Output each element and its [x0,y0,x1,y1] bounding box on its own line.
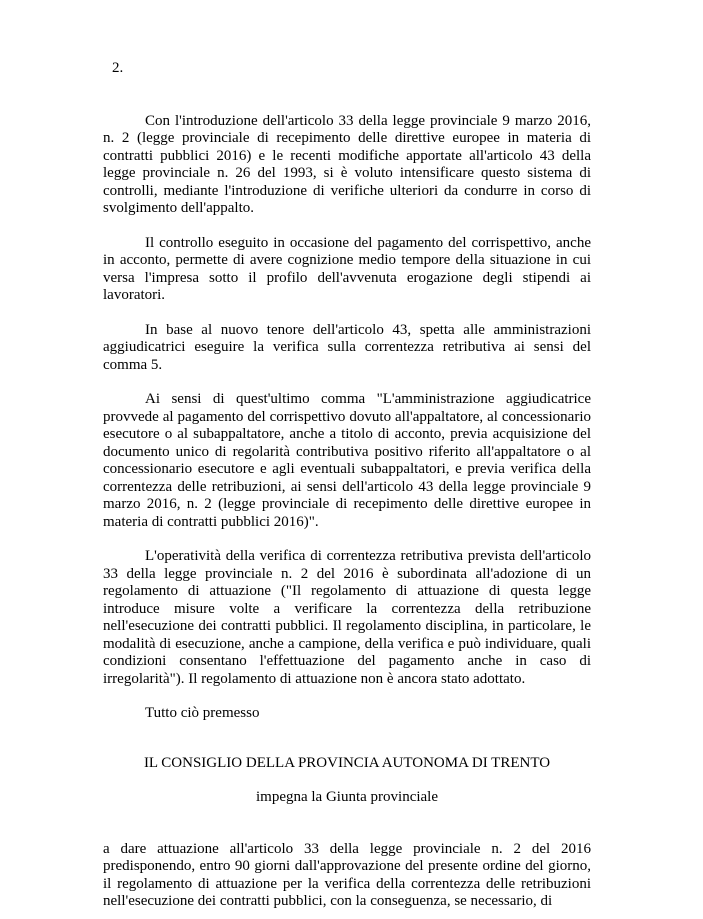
council-heading: IL CONSIGLIO DELLA PROVINCIA AUTONOMA DI TRENTO [143,754,551,771]
page-number: 2. [112,60,124,76]
premise-line: Tutto ciò premesso [145,705,260,721]
paragraph-controllo-pagamento: Il controllo eseguito in occasione del pagamento del corrispettivo, anche in acconto, permette di avere cognizione medio tempore della situazione in cui versa l'impresa sotto il profilo dell'avvenuta erogazione degli stipendi ai lavoratori. [103,234,591,303]
paragraph-nuovo-tenore-articolo-43: In base al nuovo tenore dell'articolo 43, spetta alle amministrazioni aggiudicatrici eseguire la verifica sulla correntezza retributiva ai sensi del comma 5. [103,321,591,373]
paragraph-quote-comma-5: Ai sensi di quest'ultimo comma "L'amministrazione aggiudicatrice provvede al pagamento del corrispettivo dovuto all'appaltatore, al concessionario esecutore o al subappaltatore, anche a titolo di acconto, previa acquisizione del documento unico di regolarità contributiva positivo riferito all'appaltatore o al concessionario esecutore e agli eventuali subappaltatori, e previa verifica della correntezza delle retribuzioni, ai sensi dell'articolo 43 della legge provinciale 9 marzo 2016, n. 2 (legge provinciale di recepimento delle direttive europee in materia di contratti pubblici 2016)". [103,391,591,530]
resolution-line: impegna la Giunta provinciale [255,789,439,805]
closing-paragraph: a dare attuazione all'articolo 33 della legge provinciale n. 2 del 2016 predisponendo, entro 90 giorni dall'approvazione del presente ordine del giorno, il regolamento di attuazione per la verifica della correntezza delle retribuzioni nell'esecuzione dei contratti pubblici, con la conseguenza, se necessario, di [103,840,591,909]
paragraph-operativita-regolamento: L'operatività della verifica di correntezza retributiva prevista dell'articolo 33 della legge provinciale n. 2 del 2016 è subordinata all'adozione di un regolamento di attuazione ("Il regolamento di attuazione di questa legge introduce misure volte a verificare la correntezza della retribuzione nell'esecuzione dei contratti pubblici. Il regolamento disciplina, in particolare, le modalità di esecuzione, anche a campione, della verifica e può individuare, quali condizioni consentano l'effettuazione del pagamento anche in caso di irregolarità"). Il regolamento di attuazione non è ancora stato adottato. [103,548,591,687]
document-page [103,60,591,911]
paragraph-introduction-articolo-33: Con l'introduzione dell'articolo 33 della legge provinciale 9 marzo 2016, n. 2 (legge provinciale di recepimento delle direttive europee in materia di contratti pubblici 2016) e le recenti modifiche apportate all'articolo 43 della legge provinciale n. 26 del 1993, si è voluto intensificare questo sistema di controlli, mediante l'introduzione di verifiche ulteriori da condurre in corso di svolgimento dell'appalto. [103,112,591,216]
